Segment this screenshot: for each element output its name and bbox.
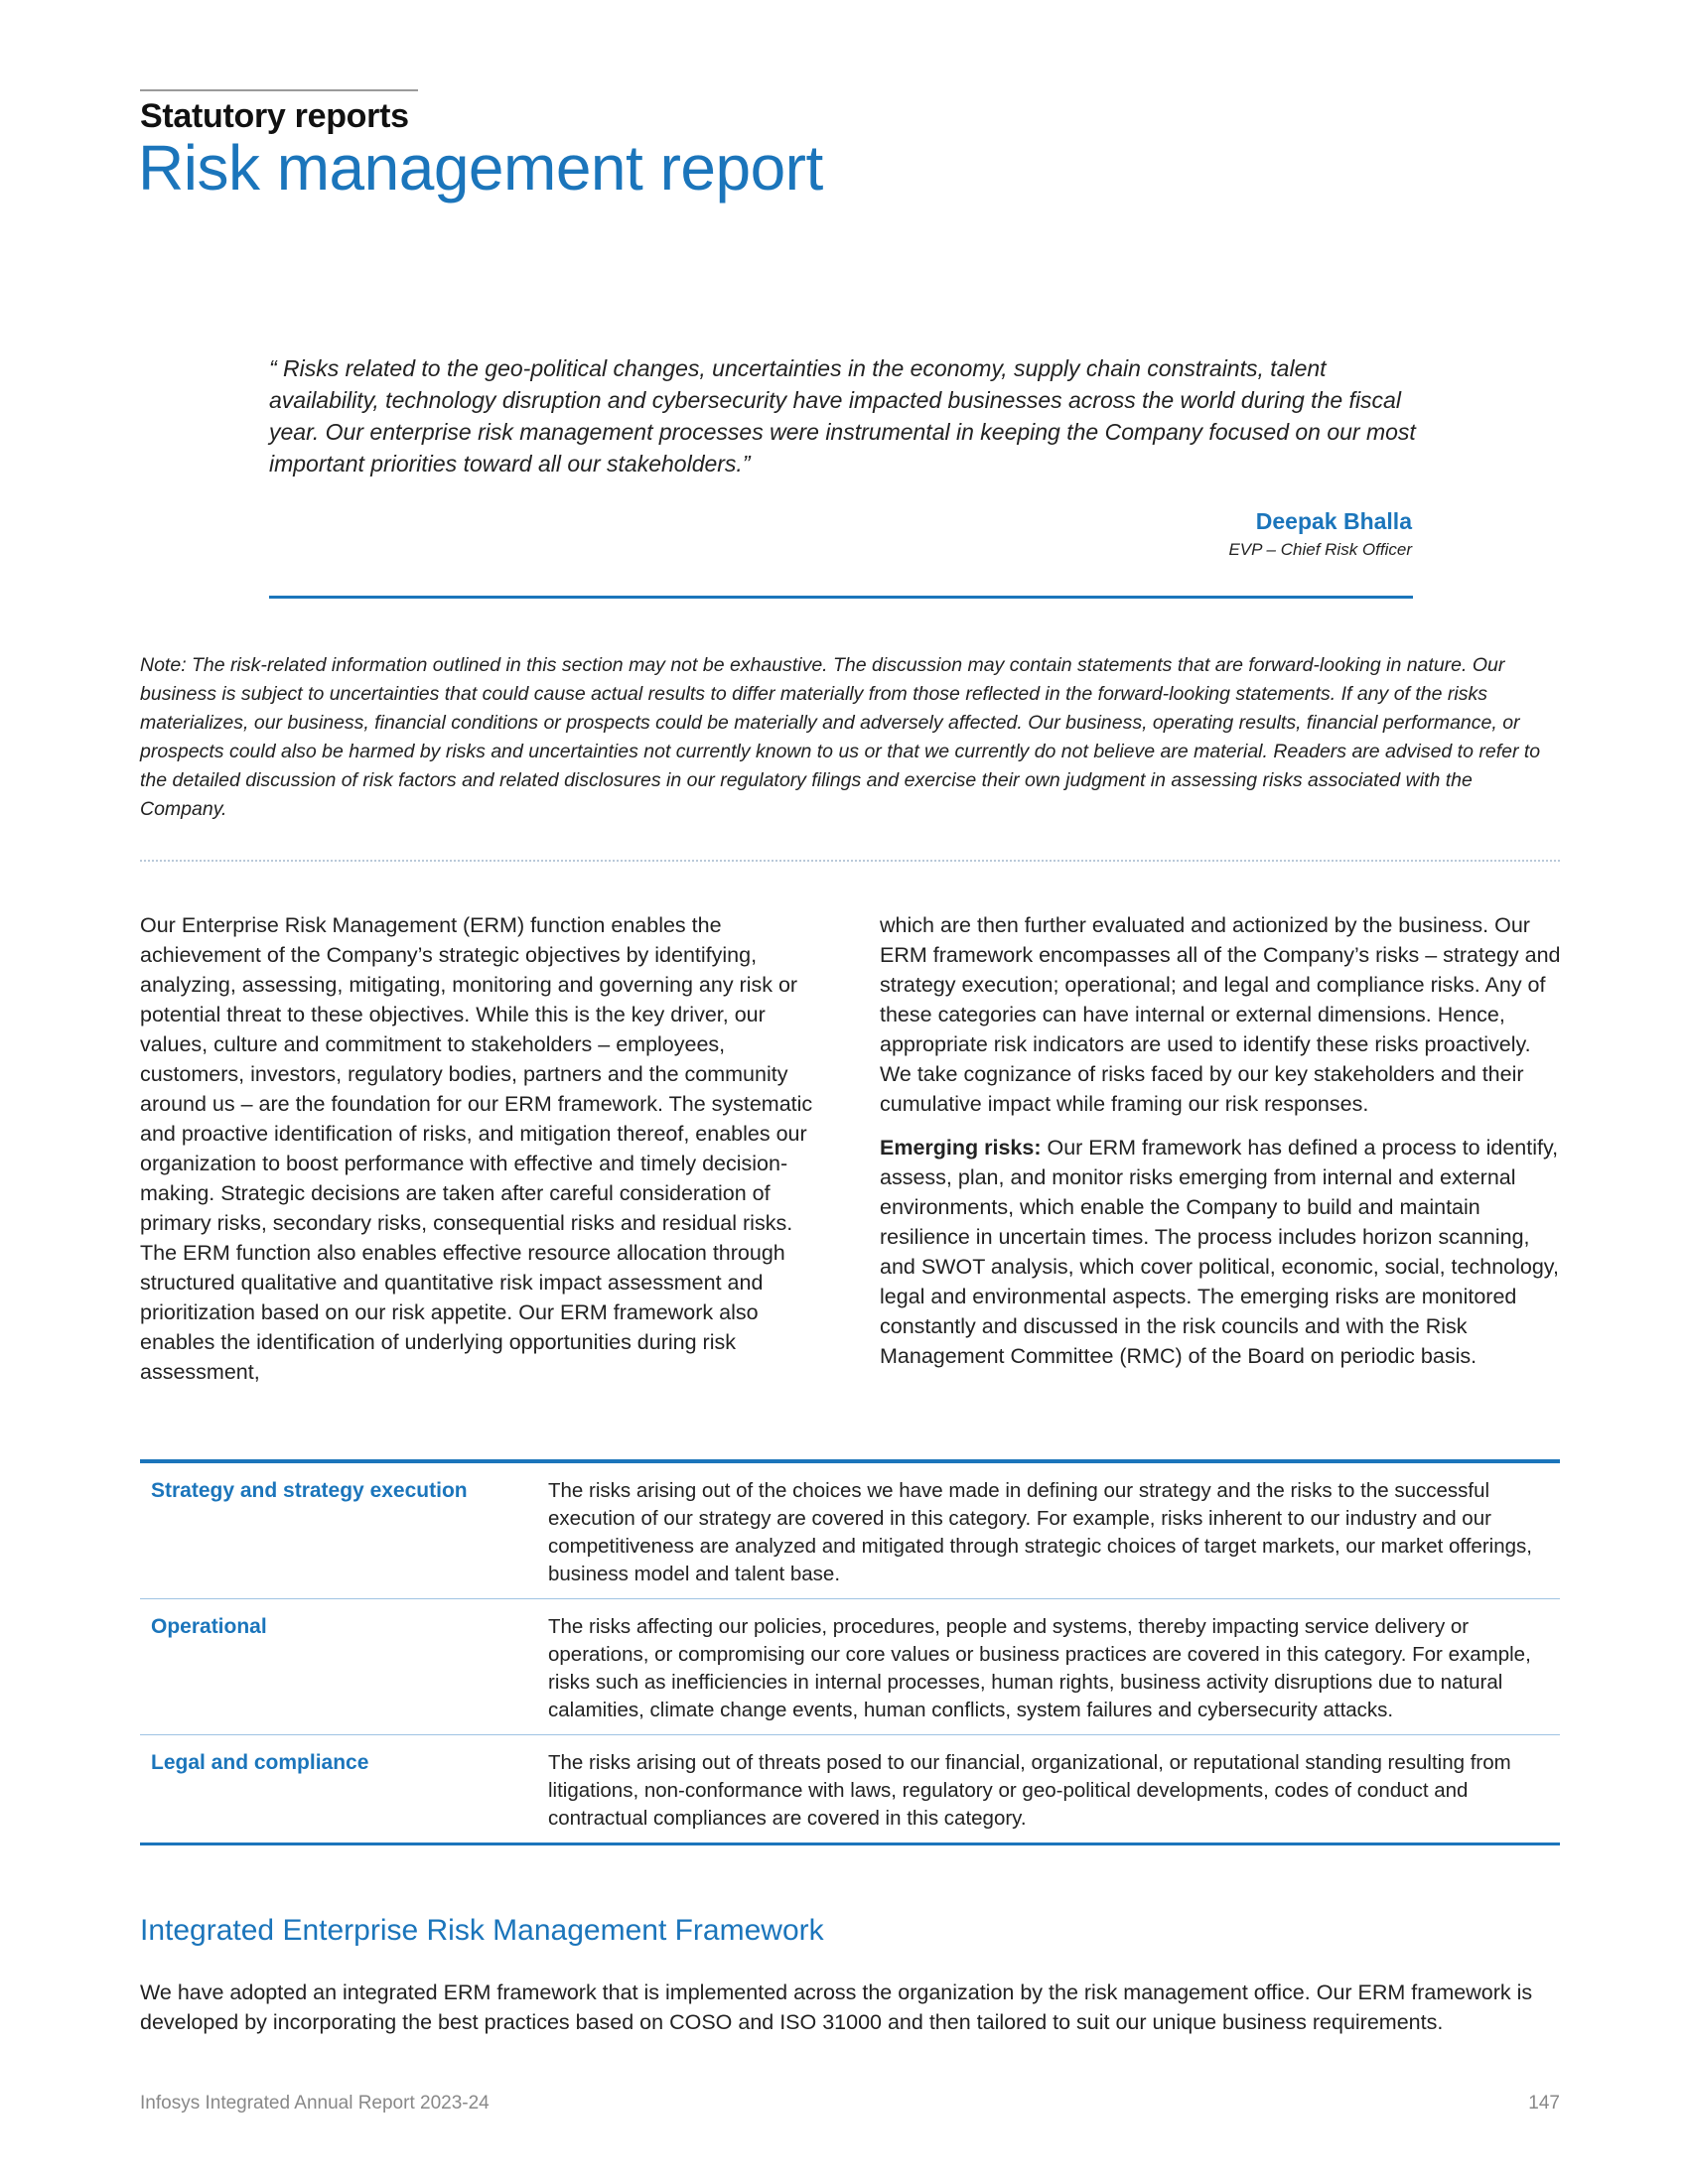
risk-category: Legal and compliance [151, 1751, 369, 1774]
table-row [140, 1734, 1560, 1843]
footer-report-name: Infosys Integrated Annual Report 2023-24 [140, 2093, 490, 2114]
risk-description: The risks arising out of threats posed to our financial, organizational, or reputational standing resulting from litigations, non-conformance with laws, regulatory or geo-political developments, codes of conduct and contractual compliances are covered in this category. [548, 1751, 1511, 1830]
section-label: Statutory reports [140, 97, 409, 135]
framework-paragraph: We have adopted an integrated ERM framework that is implemented across the organization by the risk management office. Our ERM framework is developed by incorporating the best practices based on COSO and ISO 31000 and then tailored to suit our unique business requirements. [140, 1980, 1533, 2034]
page-title: Risk management report [138, 132, 823, 204]
body-paragraph: which are then further evaluated and actionized by the business. Our ERM framework encompasses all of the Company’s risks – strategy and strategy execution; operational; and legal and compliance risks. Any of these categories can have internal or external dimensions. Hence, appropriate risk indicators are used to identify these risks proactively. We take cognizance of risks faced by our key stakeholders and their cumulative impact while framing our risk responses. [880, 913, 1561, 1116]
risk-description: The risks arising out of the choices we have made in defining our strategy and the risks to the successful execution of our strategy are covered in this category. For example, risks inherent to our industry and our competitiveness are analyzed and mitigated through strategic choices of target markets, our market offerings, business model and talent base. [548, 1479, 1532, 1585]
header-rule [140, 89, 418, 91]
footer-page-number: 147 [1528, 2093, 1560, 2114]
risk-category: Operational [151, 1615, 267, 1638]
table-row [140, 1463, 1560, 1598]
body-paragraph: Our Enterprise Risk Management (ERM) function enables the achievement of the Company’s strategic objectives by identifying, analyzing, assessing, mitigating, monitoring and governing any risk or potential threat to these objectives. While this is the key driver, our values, culture and commitment to stakeholders – employees, customers, investors, regulatory bodies, partners and the community around us – are the foundation for our ERM framework. The systematic and proactive identification of risks, and mitigation thereof, enables our organization to boost performance with effective and timely decision-making. Strategic decisions are taken after careful consideration of primary risks, secondary risks, consequential risks and residual risks. The ERM function also enables effective resource allocation through structured qualitative and quantitative risk impact assessment and prioritization based on our risk appetite. Our ERM framework also enables the identification of underlying opportunities during risk assessment, [140, 913, 813, 1384]
risk-description: The risks affecting our policies, procedures, people and systems, thereby impacting service delivery or operations, or compromising our core values or business practices are covered in this category. For example, risks such as inefficiencies in internal processes, human rights, business activity disruptions due to natural calamities, climate change events, human conflicts, system failures and cybersecurity attacks. [548, 1615, 1531, 1721]
table-row [140, 1598, 1560, 1734]
section-divider [140, 860, 1560, 862]
body-column-left [140, 910, 825, 1401]
emerging-risks-text: Our ERM framework has defined a process to identify, assess, plan, and monitor risks emerging from internal and external environments, which enable the Company to build and maintain resilience in uncertain times. The process includes horizon scanning, and SWOT analysis, which cover political, economic, social, technology, legal and environmental aspects. The emerging risks are monitored constantly and discussed in the risk councils and with the Risk Management Committee (RMC) of the Board on periodic basis. [880, 1136, 1559, 1368]
body-column-right [880, 910, 1565, 1385]
disclaimer-note: Note: The risk-related information outlined in this section may not be exhaustive. The discussion may contain statements that are forward-looking in nature. Our business is subject to uncertainties that could cause actual results to differ materially from those reflected in the forward-looking statements. If any of the risks materializes, our business, financial conditions or prospects could be materially and adversely affected. Our business, operating results, financial performance, or prospects could also be harmed by risks and uncertainties not currently known to us or that we currently do not believe are material. Readers are advised to refer to the detailed discussion of risk factors and related disclosures in our regulatory filings and exercise their own judgment in assessing risks associated with the Company. [140, 654, 1541, 820]
risk-category: Strategy and strategy execution [151, 1479, 468, 1502]
quote-author-role: EVP – Chief Risk Officer [1228, 540, 1412, 559]
quote-author: Deepak Bhalla [1255, 508, 1412, 534]
quote-divider [269, 596, 1413, 599]
pull-quote: “ Risks related to the geo-political changes, uncertainties in the economy, supply chain constraints, talent availability, technology disruption and cybersecurity have impacted businesses across the world during the fiscal year. Our enterprise risk management processes were instrumental in keeping the Company focused on our most important priorities toward all our stakeholders.” [269, 355, 1416, 477]
risk-categories-table [140, 1459, 1560, 1845]
framework-heading: Integrated Enterprise Risk Management Framework [140, 1914, 824, 1947]
emerging-risks-paragraph [880, 1133, 1565, 1371]
emerging-risks-label: Emerging risks: [880, 1136, 1042, 1160]
